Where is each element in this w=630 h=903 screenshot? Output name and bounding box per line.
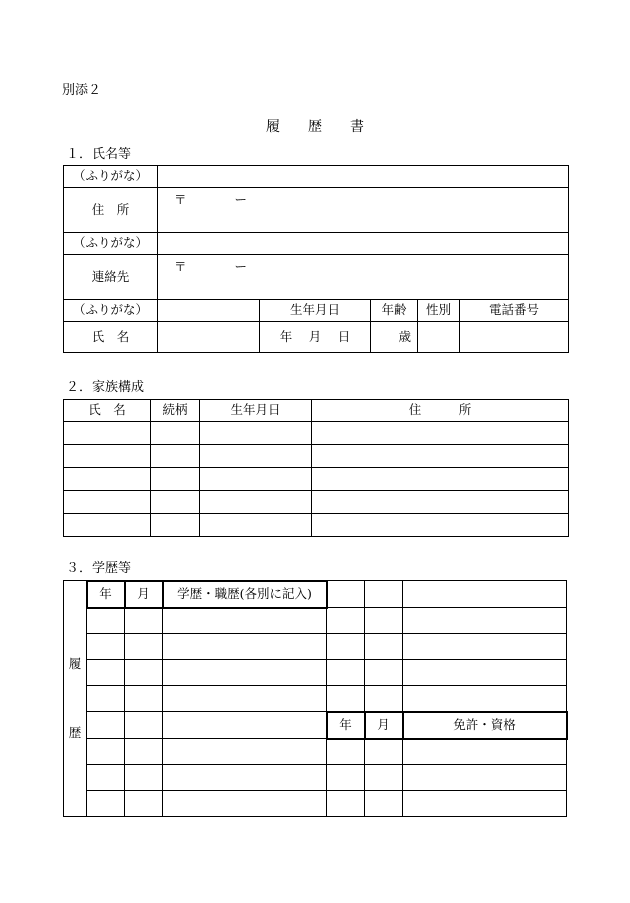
address-field[interactable] — [158, 188, 569, 233]
phone-header: 電話番号 — [460, 300, 569, 322]
table-row — [64, 660, 567, 686]
name-field[interactable] — [158, 322, 260, 353]
table-row — [64, 514, 569, 537]
license-month-header: 月 — [365, 712, 403, 739]
postal-mark: 〒 — [174, 259, 187, 274]
phone-field[interactable] — [460, 322, 569, 353]
table-row — [64, 634, 567, 660]
family-header-address: 住 所 — [312, 400, 569, 422]
edu-year-header: 年 — [87, 581, 125, 608]
age-header: 年齢 — [371, 300, 418, 322]
side-char: 歴 — [68, 724, 82, 740]
section2-heading: ２．家族構成 — [66, 380, 145, 395]
table-row — [64, 739, 567, 765]
furigana-label: （ふりがな） — [64, 166, 158, 188]
furigana-field[interactable] — [158, 166, 569, 188]
contact-field[interactable] — [158, 255, 569, 300]
table-row — [64, 791, 567, 817]
table-row — [64, 468, 569, 491]
birth-date-field[interactable] — [260, 322, 371, 353]
history-side-label — [64, 581, 87, 817]
address-label: 住 所 — [64, 188, 158, 233]
side-char: 履 — [68, 656, 82, 671]
table-row — [64, 491, 569, 514]
section1-heading: １．氏名等 — [66, 147, 132, 162]
history-table — [63, 580, 567, 817]
birth-date-units: 年 月 日 — [279, 328, 351, 344]
postal-mark: 〒 — [174, 192, 187, 207]
age-unit: 歳 — [398, 328, 411, 344]
sex-header: 性別 — [418, 300, 460, 322]
table-row — [64, 686, 567, 712]
contact-label: 連絡先 — [64, 255, 158, 300]
furigana-label: （ふりがな） — [64, 300, 158, 322]
family-table — [63, 399, 569, 537]
license-header: 免許・資格 — [403, 712, 567, 739]
name-label: 氏 名 — [64, 322, 158, 353]
table-row — [64, 608, 567, 634]
table-row — [64, 712, 567, 739]
age-field[interactable] — [371, 322, 418, 353]
section3-heading: ３．学歴等 — [66, 561, 132, 576]
edu-month-header: 月 — [125, 581, 163, 608]
table-row — [64, 422, 569, 445]
sex-field[interactable] — [418, 322, 460, 353]
birth-date-header: 生年月日 — [260, 300, 371, 322]
annex-label: 別添２ — [62, 83, 102, 98]
family-header-name: 氏 名 — [64, 400, 151, 422]
name-furigana-field[interactable] — [158, 300, 260, 322]
family-header-relation: 続柄 — [151, 400, 200, 422]
license-year-header: 年 — [327, 712, 365, 739]
document-title: 履 歴 書 — [266, 119, 364, 135]
postal-dash: ー — [234, 192, 248, 207]
table-row — [64, 765, 567, 791]
personal-info-table — [63, 165, 569, 353]
postal-dash: ー — [234, 259, 248, 274]
furigana-label: （ふりがな） — [64, 233, 158, 255]
furigana-field[interactable] — [158, 233, 569, 255]
table-row — [64, 445, 569, 468]
edu-career-header: 学歴・職歴(各別に記入) — [163, 581, 327, 608]
family-header-birth: 生年月日 — [200, 400, 312, 422]
